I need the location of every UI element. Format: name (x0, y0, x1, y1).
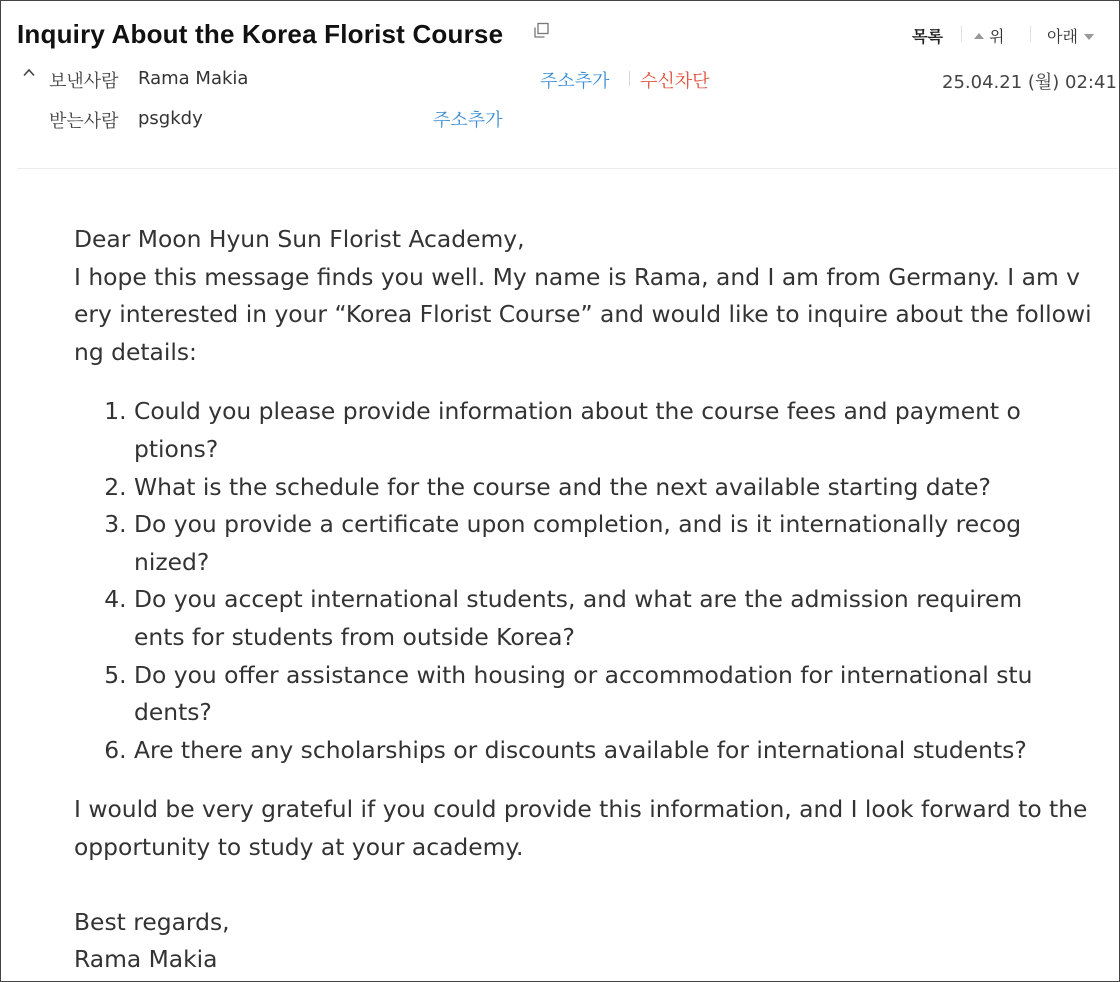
list-item: 2. What is the schedule for the course and the next available starting date? (134, 469, 1034, 507)
list-item: 3. Do you provide a certificate upon completion, and is it internationally recognized? (134, 506, 1034, 581)
prev-mail-label: 위 (989, 27, 1005, 46)
email-subject: Inquiry About the Korea Florist Course (17, 19, 504, 49)
next-mail-label: 아래 (1047, 27, 1078, 46)
nav-divider (961, 26, 962, 42)
next-mail-button[interactable] (1047, 24, 1094, 47)
list-item: 6. Are there any scholarships or discounts available for international students? (134, 732, 1034, 770)
signoff: Best regards, (74, 907, 230, 936)
list-item: 4. Do you accept international students, and what are the admission requirements for students from outside Korea? (134, 581, 1034, 656)
sender-name[interactable]: Rama Makia (138, 68, 249, 89)
down-arrow-icon (1084, 34, 1094, 40)
recipient-add-address-link[interactable]: 주소추가 (433, 110, 503, 131)
header-divider (17, 168, 1118, 169)
closing-paragraph: I would be very grateful if you could provide this information, and I look forward to the opportunity to study at your academy. (74, 795, 1088, 861)
sender-label: 보낸사람 (49, 71, 119, 92)
intro-paragraph: I hope this message finds you well. My name is Rama, and I am from Germany. I am very interested in your “Korea Florist Course” and would like to inquire about the following details: (74, 262, 1092, 366)
recipient-label: 받는사람 (49, 111, 119, 132)
recipient-name[interactable]: psgkdy (138, 108, 203, 129)
collapse-header-icon[interactable] (23, 68, 35, 77)
prev-mail-button[interactable] (974, 24, 1004, 47)
list-item: 1. Could you please provide information about the course fees and payment options? (134, 393, 1034, 468)
open-in-new-window-icon[interactable] (532, 22, 550, 40)
up-arrow-icon (974, 33, 984, 39)
nav-divider (1030, 26, 1031, 42)
email-body (74, 221, 1094, 979)
block-sender-link[interactable]: 수신차단 (640, 71, 710, 92)
greeting: Dear Moon Hyun Sun Florist Academy, (74, 225, 525, 253)
sender-add-address-link[interactable]: 주소추가 (540, 71, 610, 92)
sent-date: 25.04.21 (월) 02:41 (942, 72, 1117, 93)
list-button[interactable]: 목록 (912, 27, 943, 46)
spacer (74, 867, 1094, 904)
link-divider (629, 71, 630, 86)
list-item: 5. Do you offer assistance with housing or accommodation for international students? (134, 657, 1034, 732)
question-list (74, 393, 1034, 769)
signature: Rama Makia (74, 945, 218, 974)
